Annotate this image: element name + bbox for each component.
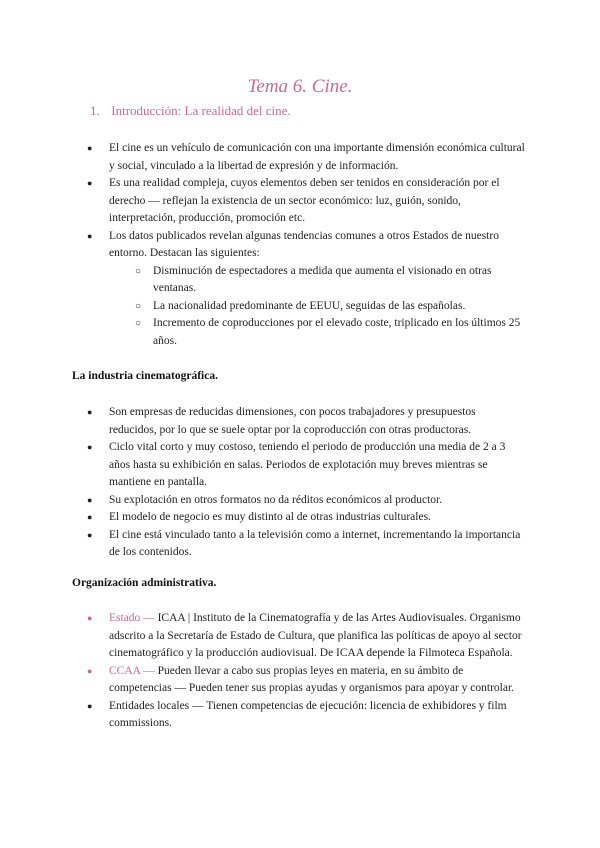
list-item: ○ Disminución de espectadores a medida que aumenta el visionado en otras ventanas. [135,264,492,294]
bullet-dot-icon: ● [87,512,93,522]
list-item: ● Es una realidad compleja, cuyos elementos deben ser tenidos en consideración por el derecho — reflejan la existencia de un sector económico: luz, guión, sonido, interpretación, producción, promoción etc. [87,177,500,224]
list-item: ● El cine está vinculado tanto a la televisión como a internet, incrementando la importancia de los contenidos. [87,528,521,558]
bullet-dot-icon: ● [87,143,93,153]
intro-sub-list [129,263,525,351]
bullet-dot-icon: ● [87,700,93,711]
list-item: ● Estado — ICAA | Instituto de la Cinematografía y de las Artes Audiovisuales. Organismo adscrito a la Secretaría de Estado de Cultura, que planifica las políticas de apoyo al sector cinematográfico y la producción audiovisual. De ICAA depende la Filmoteca Española. [87,612,522,659]
organizacion-heading: Organización administrativa. [72,577,217,589]
bullet-circle-icon: ○ [135,265,142,277]
list-item: ● Ciclo vital corto y muy costoso, teniendo el periodo de producción una media de 2 a 3 años hasta su exhibición en salas. Periodos de explotación muy breves mientras se mantiene en pantalla. [87,441,506,488]
list-item: ● CCAA — Pueden llevar a cabo sus propias leyes en materia, en su ámbito de competencias — Pueden tener sus propias ayudas y organismos para apoyar y controlar. [87,664,515,694]
industria-heading: La industria cinematográfica. [72,370,218,382]
bullet-dot-icon: ● [87,407,93,417]
intro-heading [90,103,291,119]
bullet-circle-icon: ○ [135,318,142,329]
list-item: ● El cine es un vehículo de comunicación con una importante dimensión económica cultural y social, vinculado a la libertad de expresión y de información. [87,142,525,172]
bullet-dot-icon: ● [87,178,93,188]
list-item: ● Entidades locales — Tienen competencias de ejecución: licencia de exhibidores y film commissions. [87,699,507,729]
bullet-dot-icon: ● [87,613,93,623]
list-item: ○ La nacionalidad predominante de EEUU, seguidas de las españolas. [129,298,525,316]
intro-bullet-list [85,140,525,350]
list-item: ● Son empresas de reducidas dimensiones, con pocos trabajadores y presupuestos reducidos, por lo que se suele optar por la coproducción con otras productoras. [87,406,476,436]
bullet-dot-icon: ● [87,230,93,241]
document-title: Tema 6. Cine. [247,76,353,97]
bullet-circle-icon: ○ [135,300,142,312]
intro-heading-text: Introducción: La realidad del cine. [111,103,291,118]
bullet-dot-icon: ● [87,529,93,540]
list-item: ○ Incremento de coproducciones por el elevado coste, triplicado en los últimos 25 años. [135,317,521,347]
intro-number: 1. [90,103,100,118]
bullet-dot-icon: ● [87,665,93,676]
estado-label: Estado — [109,612,155,624]
bullet-dot-icon: ● [87,494,93,505]
list-item: ● Su explotación en otros formatos no da réditos económicos al productor. [85,492,525,510]
ccaa-label: CCAA — [109,664,155,677]
industria-bullet-list [85,404,525,562]
organizacion-bullet-list [85,610,525,733]
list-item: ● Los datos publicados revelan algunas tendencias comunes a otros Estados de nuestro entorno. Destacan las siguientes: ○ Disminución de espectadores a medida que aumenta el visionado en otras ventanas. ○ La nacionalidad predominante de EEUU, seguidas de las españolas. ○ Incremento de coproducciones por el elevado coste, triplicado en los últimos 25 años. [85,228,525,351]
list-item: ● El modelo de negocio es muy distinto al de otras industrias culturales. [85,509,525,527]
bullet-dot-icon: ● [87,442,93,452]
